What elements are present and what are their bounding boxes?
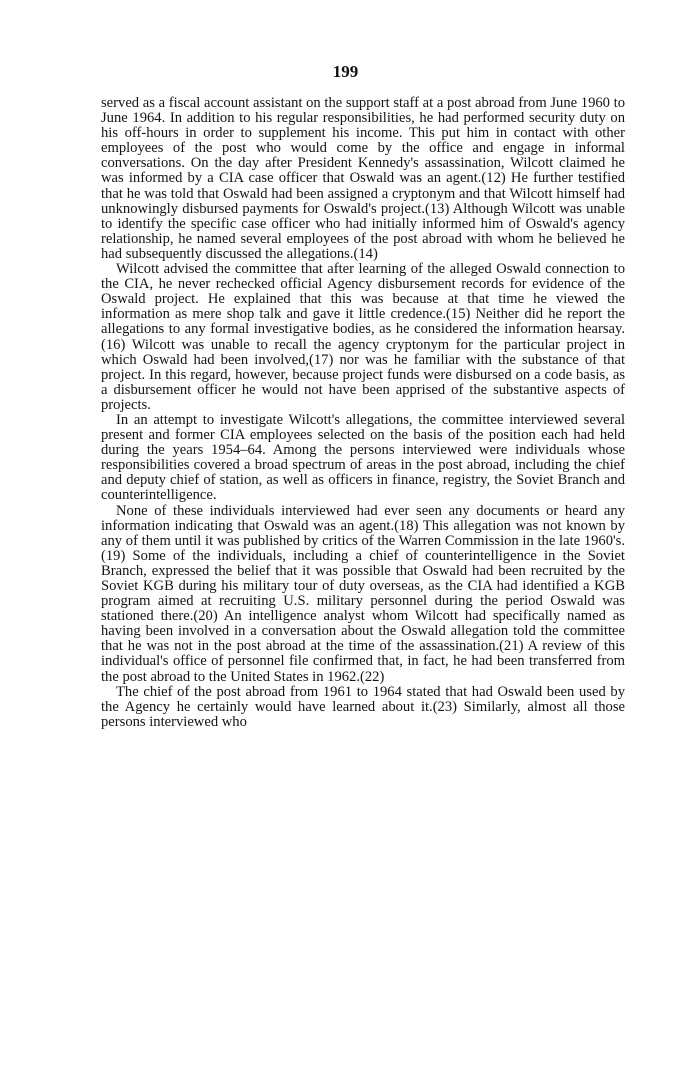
paragraph-2: Wilcott advised the committee that after learning of the alleged Oswald connection to the CIA, he never rechecked official Agency disbursement records for evidence of the Oswald project. He explained that this was because at that time he viewed the information as mere shop talk and gave it little credence.(15) Neither did he report the allegations to any formal investigative bodies, as he considered the information hearsay.(16) Wilcott was unable to recall the agency cryptonym for the particular project in which Oswald had been involved,(17) nor was he familiar with the substance of that project. In this regard, however, because project funds were disbursed on a code basis, as a disbursement officer he would not have been apprised of the substantive aspects of projects. — [101, 261, 625, 413]
paragraph-4: None of these individuals interviewed had ever seen any documents or heard any information indicating that Oswald was an agent.(18) This allegation was not known by any of them until it was published by critics of the Warren Commission in the late 1960's.(19) Some of the individuals, including a chief of counterintelligence in the Soviet Branch, expressed the belief that it was possible that Oswald had been recruited by the Soviet KGB during his military tour of duty overseas, as the CIA had identified a KGB program aimed at recruiting U.S. military personnel during the period Oswald was stationed there.(20) An intelligence analyst whom Wilcott had specifically named as having been involved in a conversation about the Oswald allegation told the committee that he was not in the post abroad at the time of the assassination.(21) A review of this individual's office of personnel file confirmed that, in fact, he had been transferred from the post abroad to the United States in 1962.(22) — [101, 502, 625, 685]
page-number: 199 — [332, 62, 359, 81]
body-text — [101, 96, 625, 730]
paragraph-1: served as a fiscal account assistant on the support staff at a post abroad from June 1960 to June 1964. In addition to his regular responsibilities, he had performed security duty on his off-hours in order to supplement his income. This put him in contact with other employees of the post who would come by the office and engage in informal conversations. On the day after President Kennedy's assassination, Wilcott claimed he was informed by a CIA case officer that Oswald was an agent.(12) He further testified that he was told that Oswald had been assigned a cryptonym and that Wilcott himself had unknowingly disbursed payments for Oswald's project.(13) Although Wilcott was unable to identify the specific case officer who had initially informed him of Oswald's agency relationship, he named several employees of the post abroad with whom he believed he had subsequently discussed the allegations.(14) — [101, 95, 625, 262]
paragraph-5: The chief of the post abroad from 1961 to 1964 stated that had Oswald been used by the Agency he certainly would have learned about it.(23) Similarly, almost all those persons interviewed who — [101, 683, 625, 730]
paragraph-3: In an attempt to investigate Wilcott's allegations, the committee interviewed several present and former CIA employees selected on the basis of the position each had held during the years 1954–64. Among the persons interviewed were individuals whose responsibilities covered a broad spectrum of areas in the post abroad, including the chief and deputy chief of station, as well as officers in finance, registry, the Soviet Branch and counterintelligence. — [101, 411, 625, 504]
